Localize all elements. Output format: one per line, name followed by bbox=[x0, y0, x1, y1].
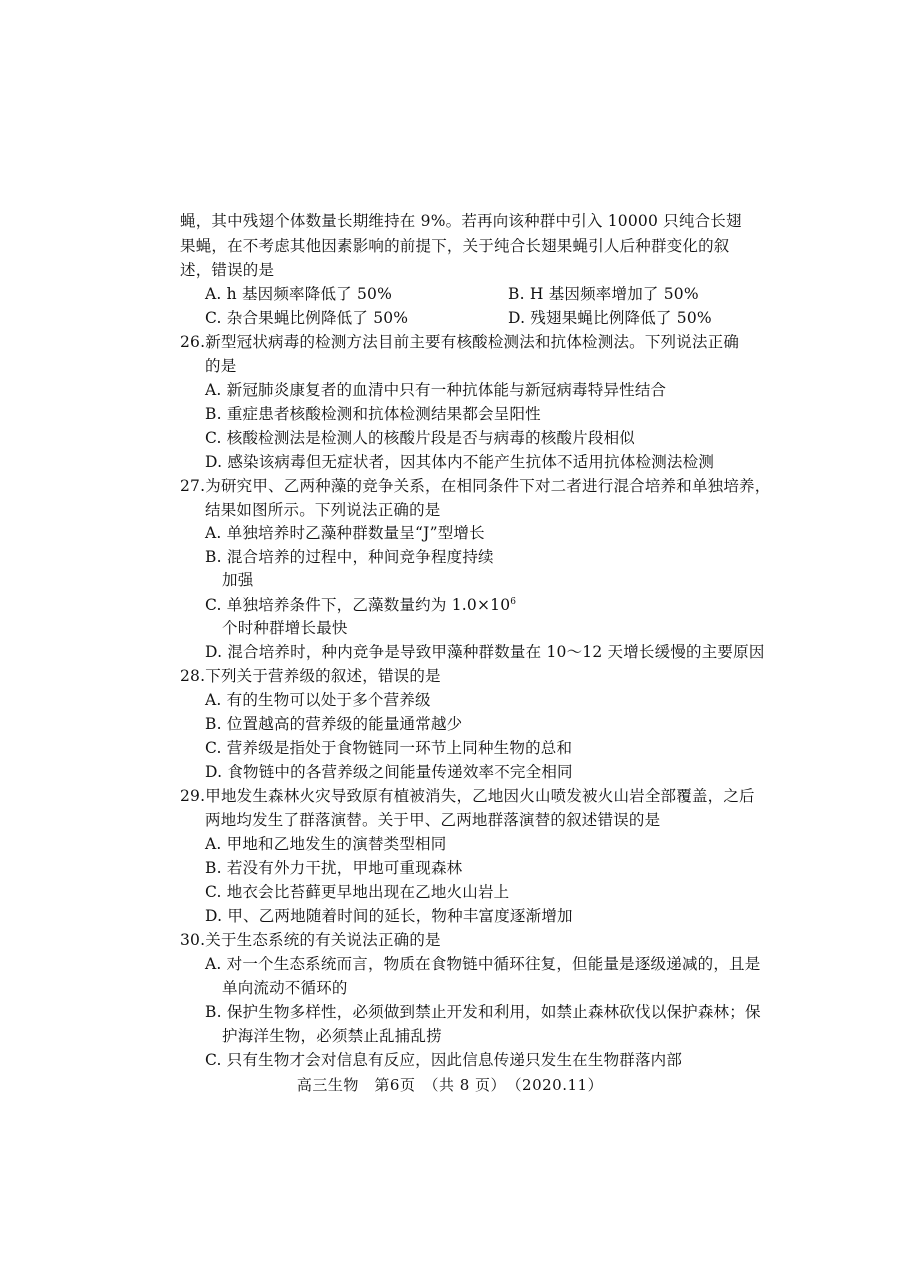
q26-stem-2: 的是 bbox=[205, 357, 237, 375]
q29-option-c: C. 地衣会比苔藓更早地出现在乙地火山岩上 bbox=[205, 883, 510, 901]
page-footer: 高三生物 第6页 （共 8 页） （2020.11） bbox=[296, 1076, 604, 1094]
q25-option-d: D. 残翅果蝇比例降低了 50% bbox=[508, 309, 712, 327]
q29-option-d: D. 甲、乙两地随着时间的延长，物种丰富度逐渐增加 bbox=[205, 907, 573, 925]
q30-stem: 30.关于生态系统的有关说法正确的是 bbox=[180, 931, 441, 949]
q28-stem: 28.下列关于营养级的叙述，错误的是 bbox=[180, 667, 441, 685]
q27-option-c-exponent: 6 bbox=[510, 596, 517, 607]
q30-option-c: C. 只有生物才会对信息有反应，因此信息传递只发生在生物群落内部 bbox=[205, 1051, 683, 1069]
q26-stem-1: 26.新型冠状病毒的检测方法目前主要有核酸检测法和抗体检测法。下列说法正确 bbox=[180, 333, 740, 351]
q29-stem-1: 29.甲地发生森林火灾导致原有植被消失，乙地因火山喷发被火山岩全部覆盖，之后 bbox=[180, 787, 755, 805]
q28-option-b: B. 位置越高的营养级的能量通常越少 bbox=[205, 715, 463, 733]
q27-stem-2: 结果如图所示。下列说法正确的是 bbox=[205, 501, 441, 519]
q27-option-b-line-2: 加强 bbox=[222, 571, 254, 589]
q25-line-2: 果蝇，在不考虑其他因素影响的前提下，关于纯合长翅果蝇引人后种群变化的叙 bbox=[180, 237, 730, 255]
q27-stem-1: 27.为研究甲、乙两种藻的竞争关系，在相同条件下对二者进行混合培养和单独培养， bbox=[180, 477, 771, 495]
q30-option-b-line-1: B. 保护生物多样性，必须做到禁止开发和利用，如禁止森林砍伐以保护森林；保 bbox=[205, 1003, 761, 1021]
q26-option-a: A. 新冠肺炎康复者的血清中只有一种抗体能与新冠病毒特异性结合 bbox=[205, 381, 667, 399]
q29-stem-2: 两地均发生了群落演替。关于甲、乙两地群落演替的叙述错误的是 bbox=[205, 811, 661, 829]
q30-option-b-line-2: 护海洋生物，必须禁止乱捕乱捞 bbox=[222, 1027, 442, 1045]
q29-option-a: A. 甲地和乙地发生的演替类型相同 bbox=[205, 835, 447, 853]
q25-option-a: A. h 基因频率降低了 50% bbox=[205, 285, 393, 303]
q26-option-d: D. 感染该病毒但无症状者，因其体内不能产生抗体不适用抗体检测法检测 bbox=[205, 453, 715, 471]
q27-option-d: D. 混合培养时，种内竞争是导致甲藻种群数量在 10～12 天增长缓慢的主要原因 bbox=[205, 643, 765, 661]
q25-option-b: B. H 基因频率增加了 50% bbox=[508, 285, 699, 303]
q27-option-c-line-2: 个时种群增长最快 bbox=[222, 619, 348, 637]
q26-option-b: B. 重症患者核酸检测和抗体检测结果都会呈阳性 bbox=[205, 405, 541, 423]
q25-option-c: C. 杂合果蝇比例降低了 50% bbox=[205, 309, 409, 327]
q25-line-3: 述，错误的是 bbox=[180, 261, 275, 279]
q30-option-a-line-2: 单向流动不循环的 bbox=[222, 979, 348, 997]
q27-option-b-line-1: B. 混合培养的过程中，种间竞争程度持续 bbox=[205, 548, 494, 566]
q29-option-b: B. 若没有外力干扰，甲地可重现森林 bbox=[205, 859, 463, 877]
q27-option-a: A. 单独培养时乙藻种群数量呈“J”型增长 bbox=[205, 524, 485, 542]
q28-option-a: A. 有的生物可以处于多个营养级 bbox=[205, 691, 431, 709]
q26-option-c: C. 核酸检测法是检测人的核酸片段是否与病毒的核酸片段相似 bbox=[205, 429, 635, 447]
q30-option-a-line-1: A. 对一个生态系统而言，物质在食物链中循环往复，但能量是逐级递减的，且是 bbox=[205, 955, 761, 973]
q25-line-1: 蝇，其中残翅个体数量长期维持在 9%。若再向该种群中引入 10000 只纯合长翅 bbox=[180, 212, 742, 230]
q28-option-d: D. 食物链中的各营养级之间能量传递效率不完全相同 bbox=[205, 763, 573, 781]
q27-option-c-line-1 bbox=[205, 594, 516, 616]
q28-option-c: C. 营养级是指处于食物链同一环节上同种生物的总和 bbox=[205, 739, 573, 757]
q27-option-c-text: C. 单独培养条件下，乙藻数量约为 1.0×10 bbox=[205, 596, 511, 614]
